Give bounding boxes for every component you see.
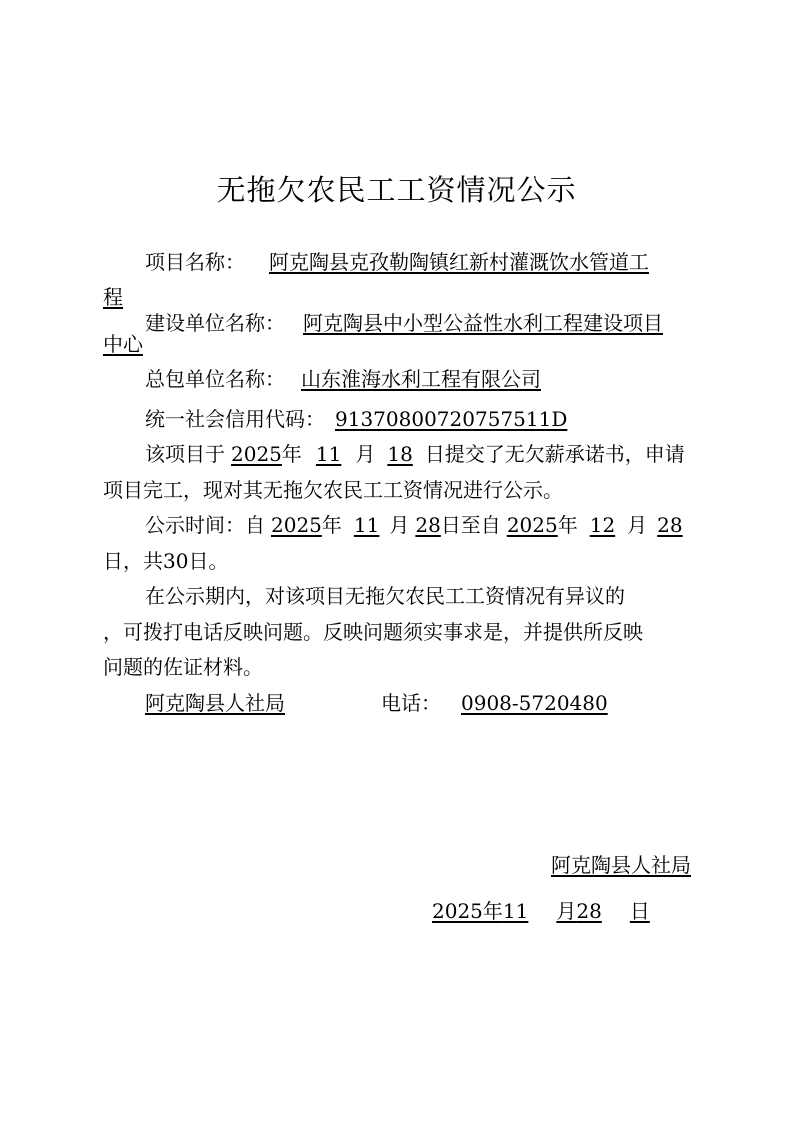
commitment-row-2 [103, 478, 703, 502]
signature-year-unit: 年 [482, 899, 503, 923]
project-name-row [103, 250, 703, 274]
contact-phone-text: 0908-5720480 [461, 691, 608, 715]
objection-row-3 [103, 655, 703, 679]
credit-code-value [325, 407, 567, 431]
period-prefix: 公示时间：自 [145, 513, 265, 537]
project-name-row-2 [103, 285, 703, 309]
commitment-year-unit: 年 [281, 442, 302, 466]
period-end-year-text: 2025 [506, 513, 558, 537]
commitment-month-text: 11 [315, 442, 342, 466]
commitment-month-unit: 月 [355, 442, 376, 466]
period-end-year [501, 513, 558, 537]
signature-agency-row [551, 849, 691, 878]
period-row-2 [103, 549, 703, 573]
period-end-year-unit: 年 [557, 513, 578, 537]
period-end-month-unit: 月 [627, 513, 648, 537]
contractor-value-text: 山东淮海水利工程有限公司 [301, 367, 541, 391]
contact-row [103, 691, 703, 715]
commitment-prefix: 该项目于 [145, 442, 225, 466]
signature-date [432, 895, 650, 924]
period-start-month-unit: 月 [389, 513, 410, 537]
signature-month-text: 11 [502, 899, 529, 923]
credit-code-row [103, 407, 703, 431]
project-name-label: 项目名称： [145, 250, 245, 274]
signature-month-unit: 月 [556, 899, 577, 923]
period-start-year-text: 2025 [271, 513, 322, 537]
builder-value-line1: 阿克陶县中小型公益性水利工程建设项目 [303, 311, 663, 335]
signature-month [503, 899, 556, 923]
objection-row-1 [103, 584, 703, 608]
period-start-year [265, 513, 322, 537]
project-name-value-line2: 程 [103, 285, 123, 309]
credit-code-value-text: 91370800720757511D [335, 407, 568, 431]
contractor-row [103, 367, 703, 391]
commitment-row [103, 442, 703, 466]
objection-line3: 问题的佐证材料。 [103, 655, 263, 679]
project-name-value-line1: 阿克陶县克孜勒陶镇红新村灌溉饮水管道工 [269, 250, 649, 274]
page-title: 无拖欠农民工工资情况公示 [216, 173, 577, 207]
credit-code-label: 统一社会信用代码： [145, 407, 325, 431]
period-end-day [647, 513, 682, 537]
period-start-year-unit: 年 [321, 513, 342, 537]
period-start-day-text: 28 [415, 513, 441, 537]
project-name-value [245, 250, 649, 274]
period-end-day-text: 28 [657, 513, 683, 537]
signature-day [576, 899, 629, 923]
contact-phone [441, 691, 608, 715]
contact-agency: 阿克陶县人社局 [145, 691, 285, 715]
contractor-value [285, 367, 541, 391]
period-line2: 日，共30日。 [103, 549, 229, 573]
signature-day-text: 28 [576, 899, 602, 923]
commitment-day [375, 442, 424, 466]
contact-phone-label: 电话： [381, 691, 441, 715]
objection-line2: ，可拨打电话反映问题。反映问题须实事求是，并提供所反映 [103, 620, 643, 644]
builder-value-line2: 中心 [103, 332, 143, 356]
signature-year: 2025 [432, 899, 483, 923]
builder-label: 建设单位名称： [145, 311, 285, 335]
period-row [103, 513, 703, 537]
period-start-month [342, 513, 389, 537]
period-end-month [578, 513, 627, 537]
commitment-day-text: 18 [387, 442, 413, 466]
commitment-month [302, 442, 355, 466]
commitment-line2: 项目完工，现对其无拖欠农民工工资情况进行公示。 [103, 478, 563, 502]
signature-day-unit: 日 [629, 899, 650, 923]
objection-row-2 [103, 620, 703, 644]
period-start-day [409, 513, 440, 537]
builder-row-2 [103, 332, 703, 356]
contractor-label: 总包单位名称： [145, 367, 285, 391]
signature-agency: 阿克陶县人社局 [551, 853, 691, 877]
period-end-month-text: 12 [589, 513, 616, 537]
commitment-year-text: 2025 [231, 442, 282, 466]
objection-line1: 在公示期内，对该项目无拖欠农民工工资情况有异议的 [145, 584, 625, 608]
commitment-year [225, 442, 282, 466]
commitment-suffix: 日提交了无欠薪承诺书，申请 [424, 442, 685, 466]
period-start-month-text: 11 [353, 513, 380, 537]
period-middle: 日至自 [440, 513, 501, 537]
